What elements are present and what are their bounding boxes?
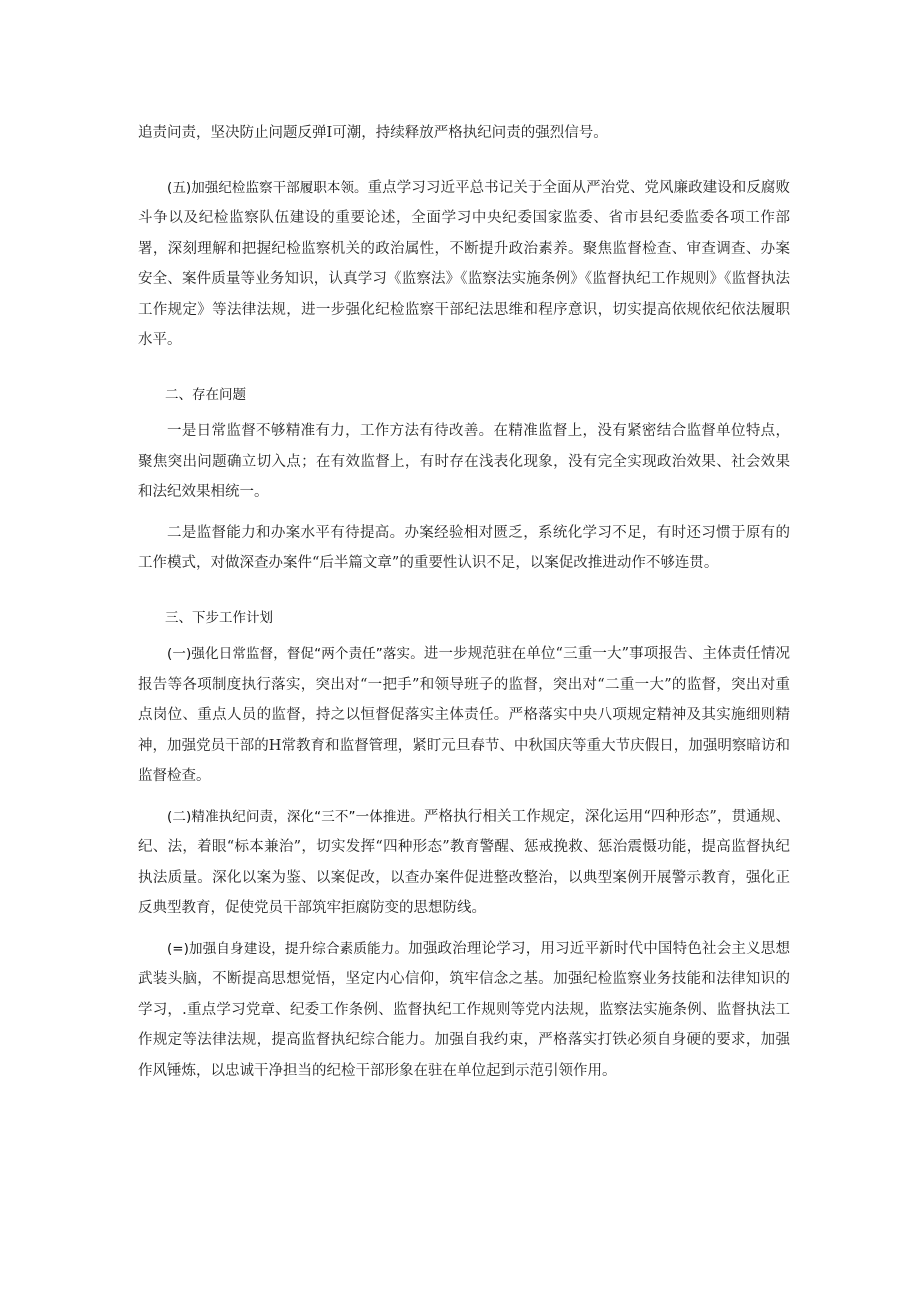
paragraph-plan-2 — [138, 802, 790, 924]
paragraph-plan-1 — [138, 639, 790, 792]
paragraph-lead: (二)精准执纪问责，深化“三不”一体推进。 — [167, 808, 424, 825]
document-page — [138, 118, 790, 1086]
paragraph-body: 追责问责，坚决防止问题反弹Ⅰ可潮，持续释放严格执纪问责的强烈信号。 — [138, 125, 608, 141]
section-heading-problems: 二、存在问题 — [165, 386, 246, 403]
paragraph-plan-3 — [138, 934, 790, 1087]
paragraph-body: 一是日常监督不够精准有力，工作方法有待改善。在精准监督上，没有紧密结合监督单位特点，聚焦突出问题确立切入点；在有效监督上，有时存在浅表化现象，没有完全实现政治效果、社会效果和法纪效果相统一。 — [138, 423, 790, 500]
paragraph-lead: (五)加强纪检监察干部履职本领。 — [167, 179, 368, 196]
paragraph-continuation — [138, 118, 790, 149]
paragraph-problem-2 — [138, 518, 790, 579]
section-heading-plan: 三、下步工作计划 — [165, 609, 273, 626]
paragraph-body: 进一步规范驻在单位“三重一大”事项报告、主体责任情况报告等各项制度执行落实，突出对“一把手”和领导班子的监督，突出对“二重一大”的监督，突出对重点岗位、重点人员的监督，持之以恒督促落实主体责任。严格落实中央八项规定精神及其实施细则精神，加强党员干部的H常教育和监督管理，紧盯元旦春节、中秋国庆等重大节庆假日，加强明察暗访和监督检查。 — [138, 646, 790, 784]
paragraph-lead: (=)加强自身建设，提升综合素质能力。 — [167, 940, 409, 957]
paragraph-item-5 — [138, 173, 790, 356]
paragraph-body: 加强政治理论学习，用习近平新时代中国特色社会主义思想武装头脑，不断提高思想觉悟，坚定内心信仰，筑牢信念之基。加强纪检监察业务技能和法律知识的学习，.重点学习党章、纪委工作条例、监督执纪工作规则等党内法规，监察法实施条例、监督执法工作规定等法律法规，提高监督执纪综合能力。加强自我约束，严格落实打铁必须自身硬的要求，加强作风锤炼，以忠诚干净担当的纪检干部形象在驻在单位起到示范引领作用。 — [138, 940, 790, 1079]
paragraph-body: 重点学习习近平总书记关于全面从严治党、党风廉政建设和反腐败斗争以及纪检监察队伍建设的重要论述，全面学习中央纪委国家监委、省市县纪委监委各项工作部署，深刻理解和把握纪检监察机关的政治属性，不断提升政治素养。聚焦监督检查、审查调查、办案安全、案件质量等业务知识，认真学习《监察法》《监察法实施条例》《监督执纪工作规则》《监督执法工作规定》等法律法规，进一步强化纪检监察干部纪法思维和程序意识，切实提高依规依纪依法履职水平。 — [138, 179, 790, 348]
paragraph-body: 严格执行相关工作规定，深化运用“四种形态”，贯通规、纪、法，着眼“标本兼治”，切实发挥“四种形态”教育警醒、惩戒挽救、惩治震慑功能，提高监督执纪执法质量。深化以案为鉴、以案促改，以查办案件促进整改整治，以典型案例开展警示教育，强化正反典型教育，促使党员干部筑牢拒腐防变的思想防线。 — [138, 808, 790, 916]
paragraph-lead: (一)强化日常监督，督促“两个责任”落实。 — [167, 646, 424, 662]
paragraph-problem-1 — [138, 416, 790, 508]
paragraph-body: 二是监督能力和办案水平有待提高。办案经验相对匮乏，系统化学习不足，有时还习惯于原有的工作模式，对做深查办案件“后半篇文章”的重要性认识不足，以案促改推进动作不够连贯。 — [138, 524, 790, 571]
